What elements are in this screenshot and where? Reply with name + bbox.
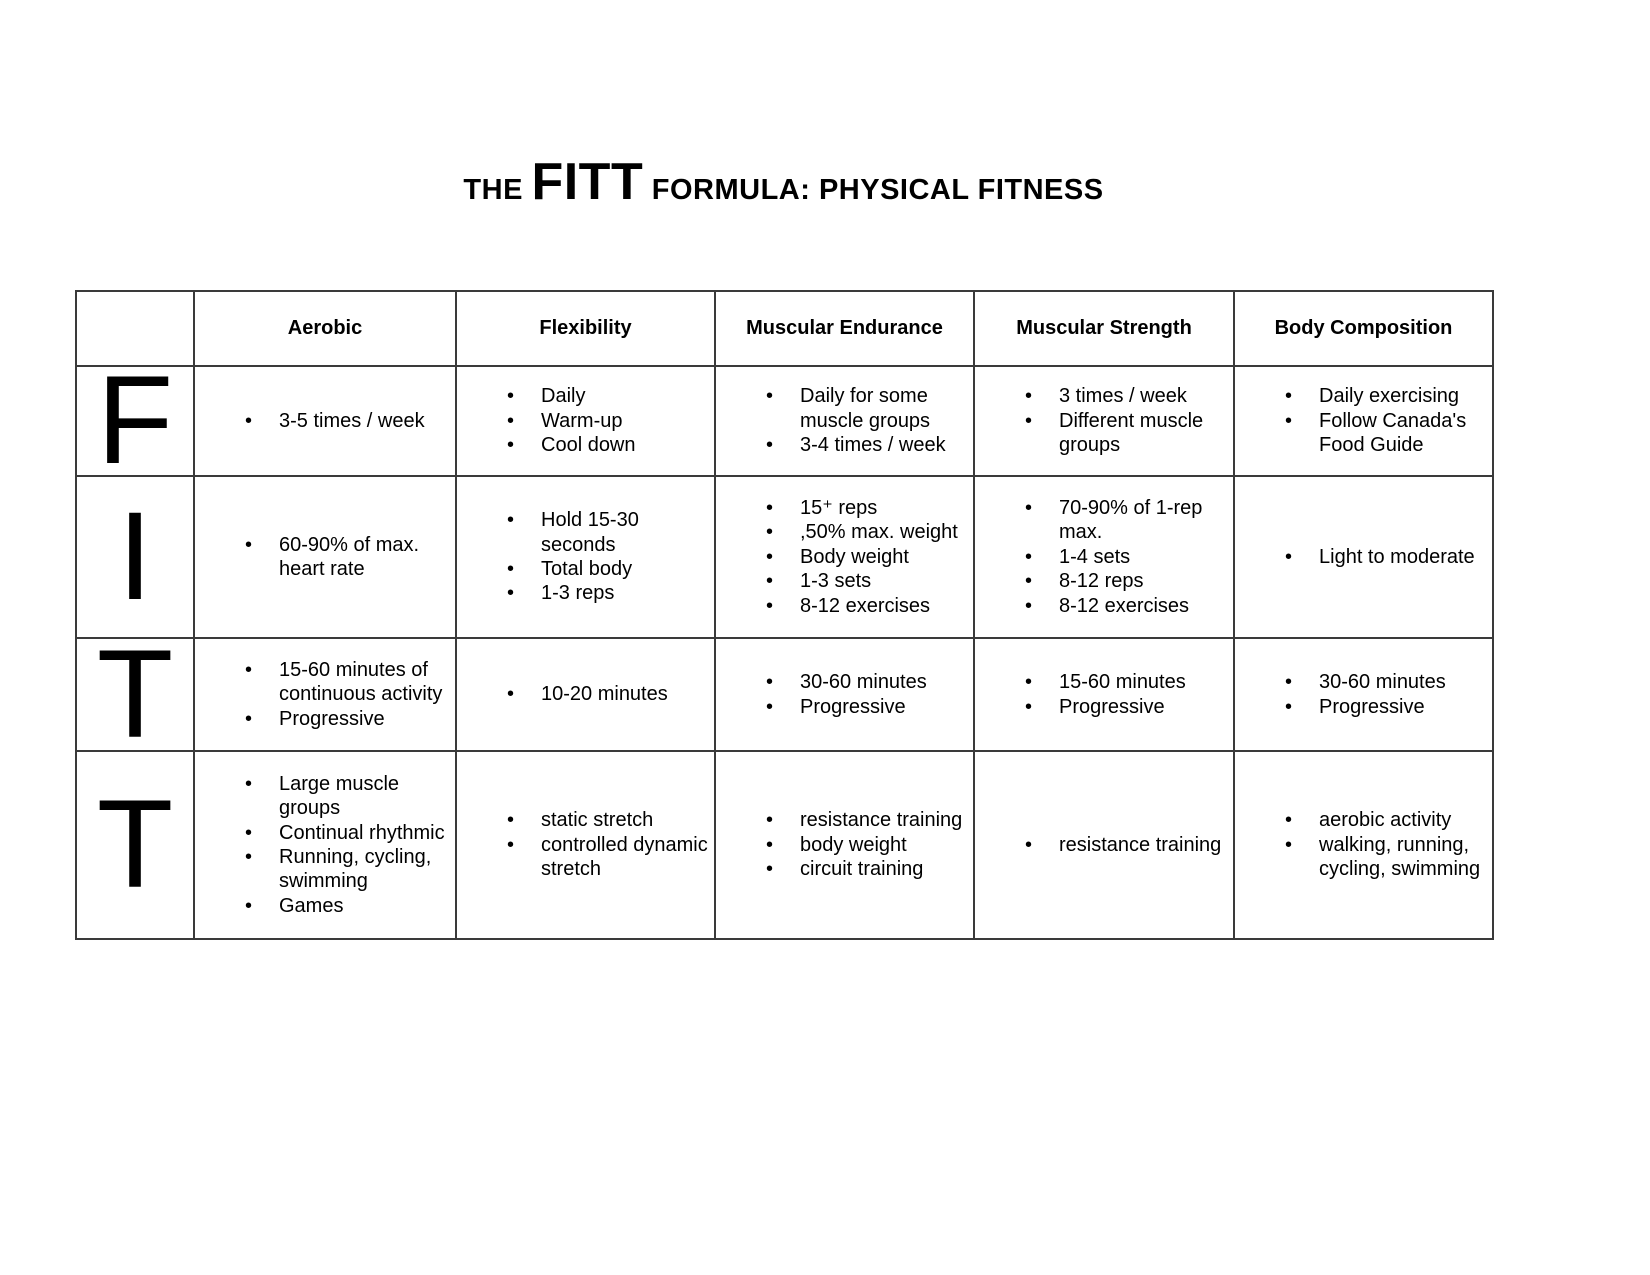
bullet-item: • Body weight bbox=[762, 545, 970, 569]
cell-type-muscular-endurance bbox=[715, 751, 974, 939]
bullet-list bbox=[762, 808, 970, 881]
bullet-list bbox=[503, 384, 711, 457]
header-row bbox=[76, 291, 1493, 366]
bullet-list bbox=[1021, 833, 1230, 857]
bullet-list bbox=[1281, 808, 1489, 881]
cell-type-body-composition bbox=[1234, 751, 1493, 939]
bullet-item: • 10-20 minutes bbox=[503, 682, 711, 706]
bullet-list bbox=[503, 508, 711, 606]
cell-intensity-muscular-strength bbox=[974, 476, 1234, 638]
header-aerobic: Aerobic bbox=[194, 291, 456, 366]
bullet-item: • Hold 15-30 seconds bbox=[503, 508, 711, 557]
bullet-item: • 3-5 times / week bbox=[241, 409, 452, 433]
bullet-list bbox=[503, 808, 711, 881]
bullet-list bbox=[241, 533, 452, 582]
bullet-item: • controlled dynamic stretch bbox=[503, 833, 711, 882]
bullet-list bbox=[503, 682, 711, 706]
title-emph: FITT bbox=[531, 153, 644, 211]
cell-frequency-body-composition bbox=[1234, 366, 1493, 476]
fitt-table bbox=[75, 290, 1494, 940]
row-letter-f: F bbox=[76, 366, 194, 476]
bullet-item: • body weight bbox=[762, 833, 970, 857]
page-title bbox=[75, 153, 1492, 221]
cell-frequency-flexibility bbox=[456, 366, 715, 476]
bullet-item: • walking, running, cycling, swimming bbox=[1281, 833, 1489, 882]
bullet-list bbox=[1281, 545, 1489, 569]
cell-intensity-flexibility bbox=[456, 476, 715, 638]
bullet-item: • Large muscle groups bbox=[241, 772, 452, 821]
row-intensity bbox=[76, 476, 1493, 638]
cell-intensity-muscular-endurance bbox=[715, 476, 974, 638]
bullet-item: • Different muscle groups bbox=[1021, 409, 1230, 458]
bullet-item: • resistance training bbox=[762, 808, 970, 832]
bullet-list bbox=[762, 496, 970, 618]
cell-time-aerobic bbox=[194, 638, 456, 751]
bullet-item: • Progressive bbox=[1021, 695, 1230, 719]
header-flexibility: Flexibility bbox=[456, 291, 715, 366]
bullet-list bbox=[1021, 384, 1230, 457]
bullet-item: • Progressive bbox=[241, 707, 452, 731]
bullet-item: • 1-4 sets bbox=[1021, 545, 1230, 569]
bullet-item: • Daily bbox=[503, 384, 711, 408]
cell-time-body-composition bbox=[1234, 638, 1493, 751]
bullet-list bbox=[1281, 384, 1489, 457]
bullet-item: • aerobic activity bbox=[1281, 808, 1489, 832]
row-letter-t1: T bbox=[76, 638, 194, 751]
bullet-item: • ,50% max. weight bbox=[762, 520, 970, 544]
bullet-item: • Warm-up bbox=[503, 409, 711, 433]
bullet-item: • resistance training bbox=[1021, 833, 1230, 857]
row-letter-t2: T bbox=[76, 751, 194, 939]
bullet-list bbox=[1281, 670, 1489, 719]
row-time bbox=[76, 638, 1493, 751]
bullet-list bbox=[241, 409, 452, 433]
header-muscular-strength: Muscular Strength bbox=[974, 291, 1234, 366]
cell-frequency-muscular-endurance bbox=[715, 366, 974, 476]
bullet-list bbox=[1021, 496, 1230, 618]
bullet-item: • Total body bbox=[503, 557, 711, 581]
cell-time-muscular-strength bbox=[974, 638, 1234, 751]
cell-time-muscular-endurance bbox=[715, 638, 974, 751]
bullet-item: • 3-4 times / week bbox=[762, 433, 970, 457]
cell-time-flexibility bbox=[456, 638, 715, 751]
bullet-item: • 8-12 reps bbox=[1021, 569, 1230, 593]
bullet-list bbox=[241, 772, 452, 918]
bullet-item: • 60-90% of max. heart rate bbox=[241, 533, 452, 582]
bullet-item: • Continual rhythmic bbox=[241, 821, 452, 845]
bullet-list bbox=[762, 384, 970, 457]
bullet-item: • 15-60 minutes of continuous activity bbox=[241, 658, 452, 707]
bullet-item: • 8-12 exercises bbox=[1021, 594, 1230, 618]
bullet-list bbox=[1021, 670, 1230, 719]
bullet-item: • Follow Canada's Food Guide bbox=[1281, 409, 1489, 458]
cell-intensity-aerobic bbox=[194, 476, 456, 638]
bullet-item: • 1-3 sets bbox=[762, 569, 970, 593]
bullet-item: • 30-60 minutes bbox=[1281, 670, 1489, 694]
bullet-list bbox=[241, 658, 452, 731]
bullet-item: • 3 times / week bbox=[1021, 384, 1230, 408]
row-type bbox=[76, 751, 1493, 939]
bullet-item: • 8-12 exercises bbox=[762, 594, 970, 618]
bullet-item: • 30-60 minutes bbox=[762, 670, 970, 694]
bullet-item: • Cool down bbox=[503, 433, 711, 457]
cell-frequency-muscular-strength bbox=[974, 366, 1234, 476]
row-frequency bbox=[76, 366, 1493, 476]
title-post: FORMULA: PHYSICAL FITNESS bbox=[643, 174, 1104, 206]
cell-frequency-aerobic bbox=[194, 366, 456, 476]
bullet-item: • Progressive bbox=[1281, 695, 1489, 719]
cell-intensity-body-composition bbox=[1234, 476, 1493, 638]
cell-type-flexibility bbox=[456, 751, 715, 939]
bullet-item: • 15-60 minutes bbox=[1021, 670, 1230, 694]
bullet-item: • Running, cycling, swimming bbox=[241, 845, 452, 894]
bullet-item: • Daily exercising bbox=[1281, 384, 1489, 408]
bullet-item: • Games bbox=[241, 894, 452, 918]
cell-type-muscular-strength bbox=[974, 751, 1234, 939]
bullet-list bbox=[762, 670, 970, 719]
bullet-item: • circuit training bbox=[762, 857, 970, 881]
header-blank bbox=[76, 291, 194, 366]
cell-type-aerobic bbox=[194, 751, 456, 939]
bullet-item: • Light to moderate bbox=[1281, 545, 1489, 569]
bullet-item: • Daily for some muscle groups bbox=[762, 384, 970, 433]
header-body-composition: Body Composition bbox=[1234, 291, 1493, 366]
header-muscular-endurance: Muscular Endurance bbox=[715, 291, 974, 366]
bullet-item: • 15⁺ reps bbox=[762, 496, 970, 520]
row-letter-i: I bbox=[76, 476, 194, 638]
bullet-item: • Progressive bbox=[762, 695, 970, 719]
bullet-item: • 1-3 reps bbox=[503, 581, 711, 605]
title-pre: THE bbox=[463, 174, 532, 206]
bullet-item: • 70-90% of 1-rep max. bbox=[1021, 496, 1230, 545]
bullet-item: • static stretch bbox=[503, 808, 711, 832]
